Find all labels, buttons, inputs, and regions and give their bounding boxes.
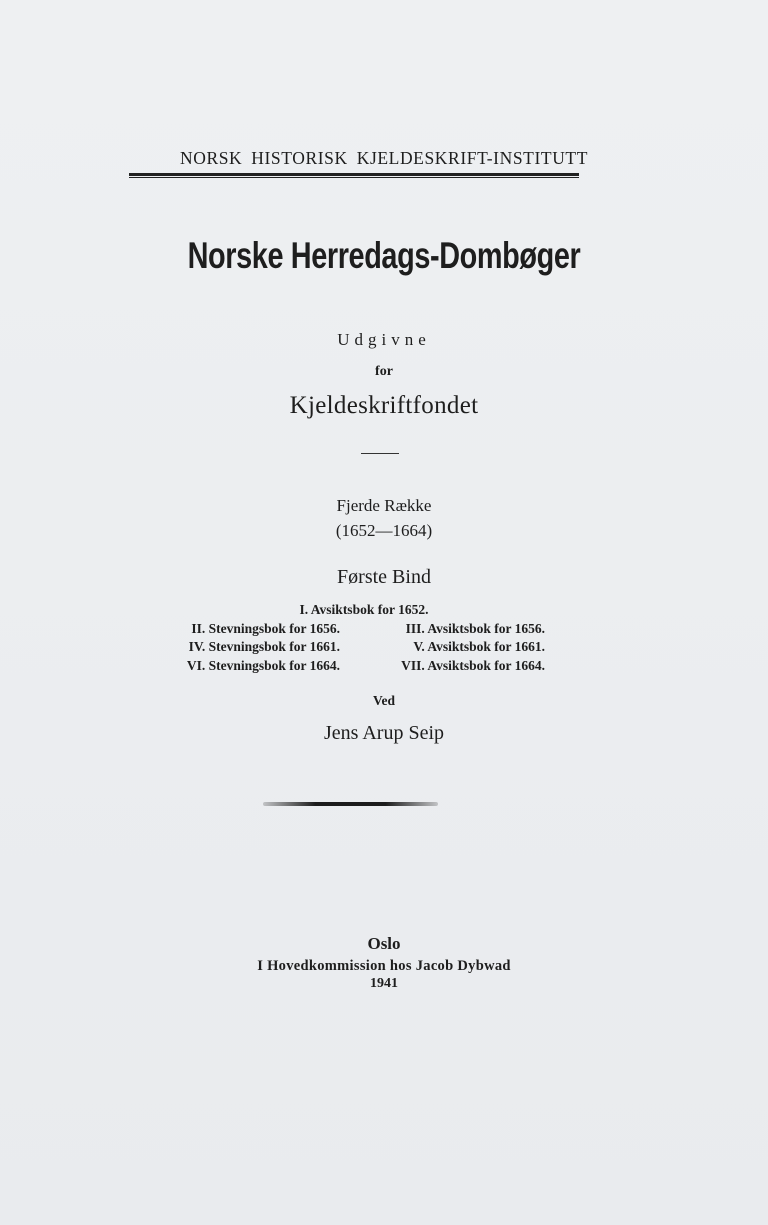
contents-item: VI. Stevningsbok for 1664. bbox=[186, 657, 340, 673]
contents-row bbox=[150, 638, 560, 657]
series-years: (1652—1664) bbox=[335, 521, 433, 540]
contents-item: IV. Stevningsbok for 1661. bbox=[188, 639, 340, 654]
contents-list bbox=[150, 601, 560, 675]
for-label: for bbox=[375, 364, 393, 379]
double-rule-divider bbox=[129, 173, 579, 178]
contents-item: V. Avsiktsbok for 1661. bbox=[413, 639, 545, 654]
bold-rule-divider bbox=[263, 802, 438, 806]
institute-name: NORSK HISTORISK KJELDESKRIFT-INSTITUTT bbox=[179, 148, 589, 168]
imprint-place: Oslo bbox=[367, 934, 401, 953]
ved-label: Ved bbox=[372, 693, 395, 708]
editor-name: Jens Arup Seip bbox=[324, 722, 444, 744]
contents-row bbox=[150, 620, 560, 639]
series-label: Fjerde Række bbox=[336, 496, 432, 515]
udgivne-label: Udgivne bbox=[337, 330, 431, 349]
contents-item: II. Stevningsbok for 1656. bbox=[191, 620, 340, 636]
imprint-publisher: I Hovedkommission hos Jacob Dybwad bbox=[257, 958, 511, 974]
contents-item: I. Avsiktsbok for 1652. bbox=[299, 602, 429, 617]
contents-item: III. Avsiktsbok for 1656. bbox=[405, 620, 545, 636]
contents-row bbox=[150, 657, 560, 676]
imprint-year: 1941 bbox=[370, 976, 398, 991]
short-rule-divider bbox=[361, 453, 399, 454]
contents-item: VII. Avsiktsbok for 1664. bbox=[401, 657, 545, 673]
book-title: Norske Herredags-Dombøger bbox=[187, 235, 581, 276]
volume-label: Første Bind bbox=[337, 566, 431, 588]
fond-name: Kjeldeskriftfondet bbox=[289, 392, 479, 419]
